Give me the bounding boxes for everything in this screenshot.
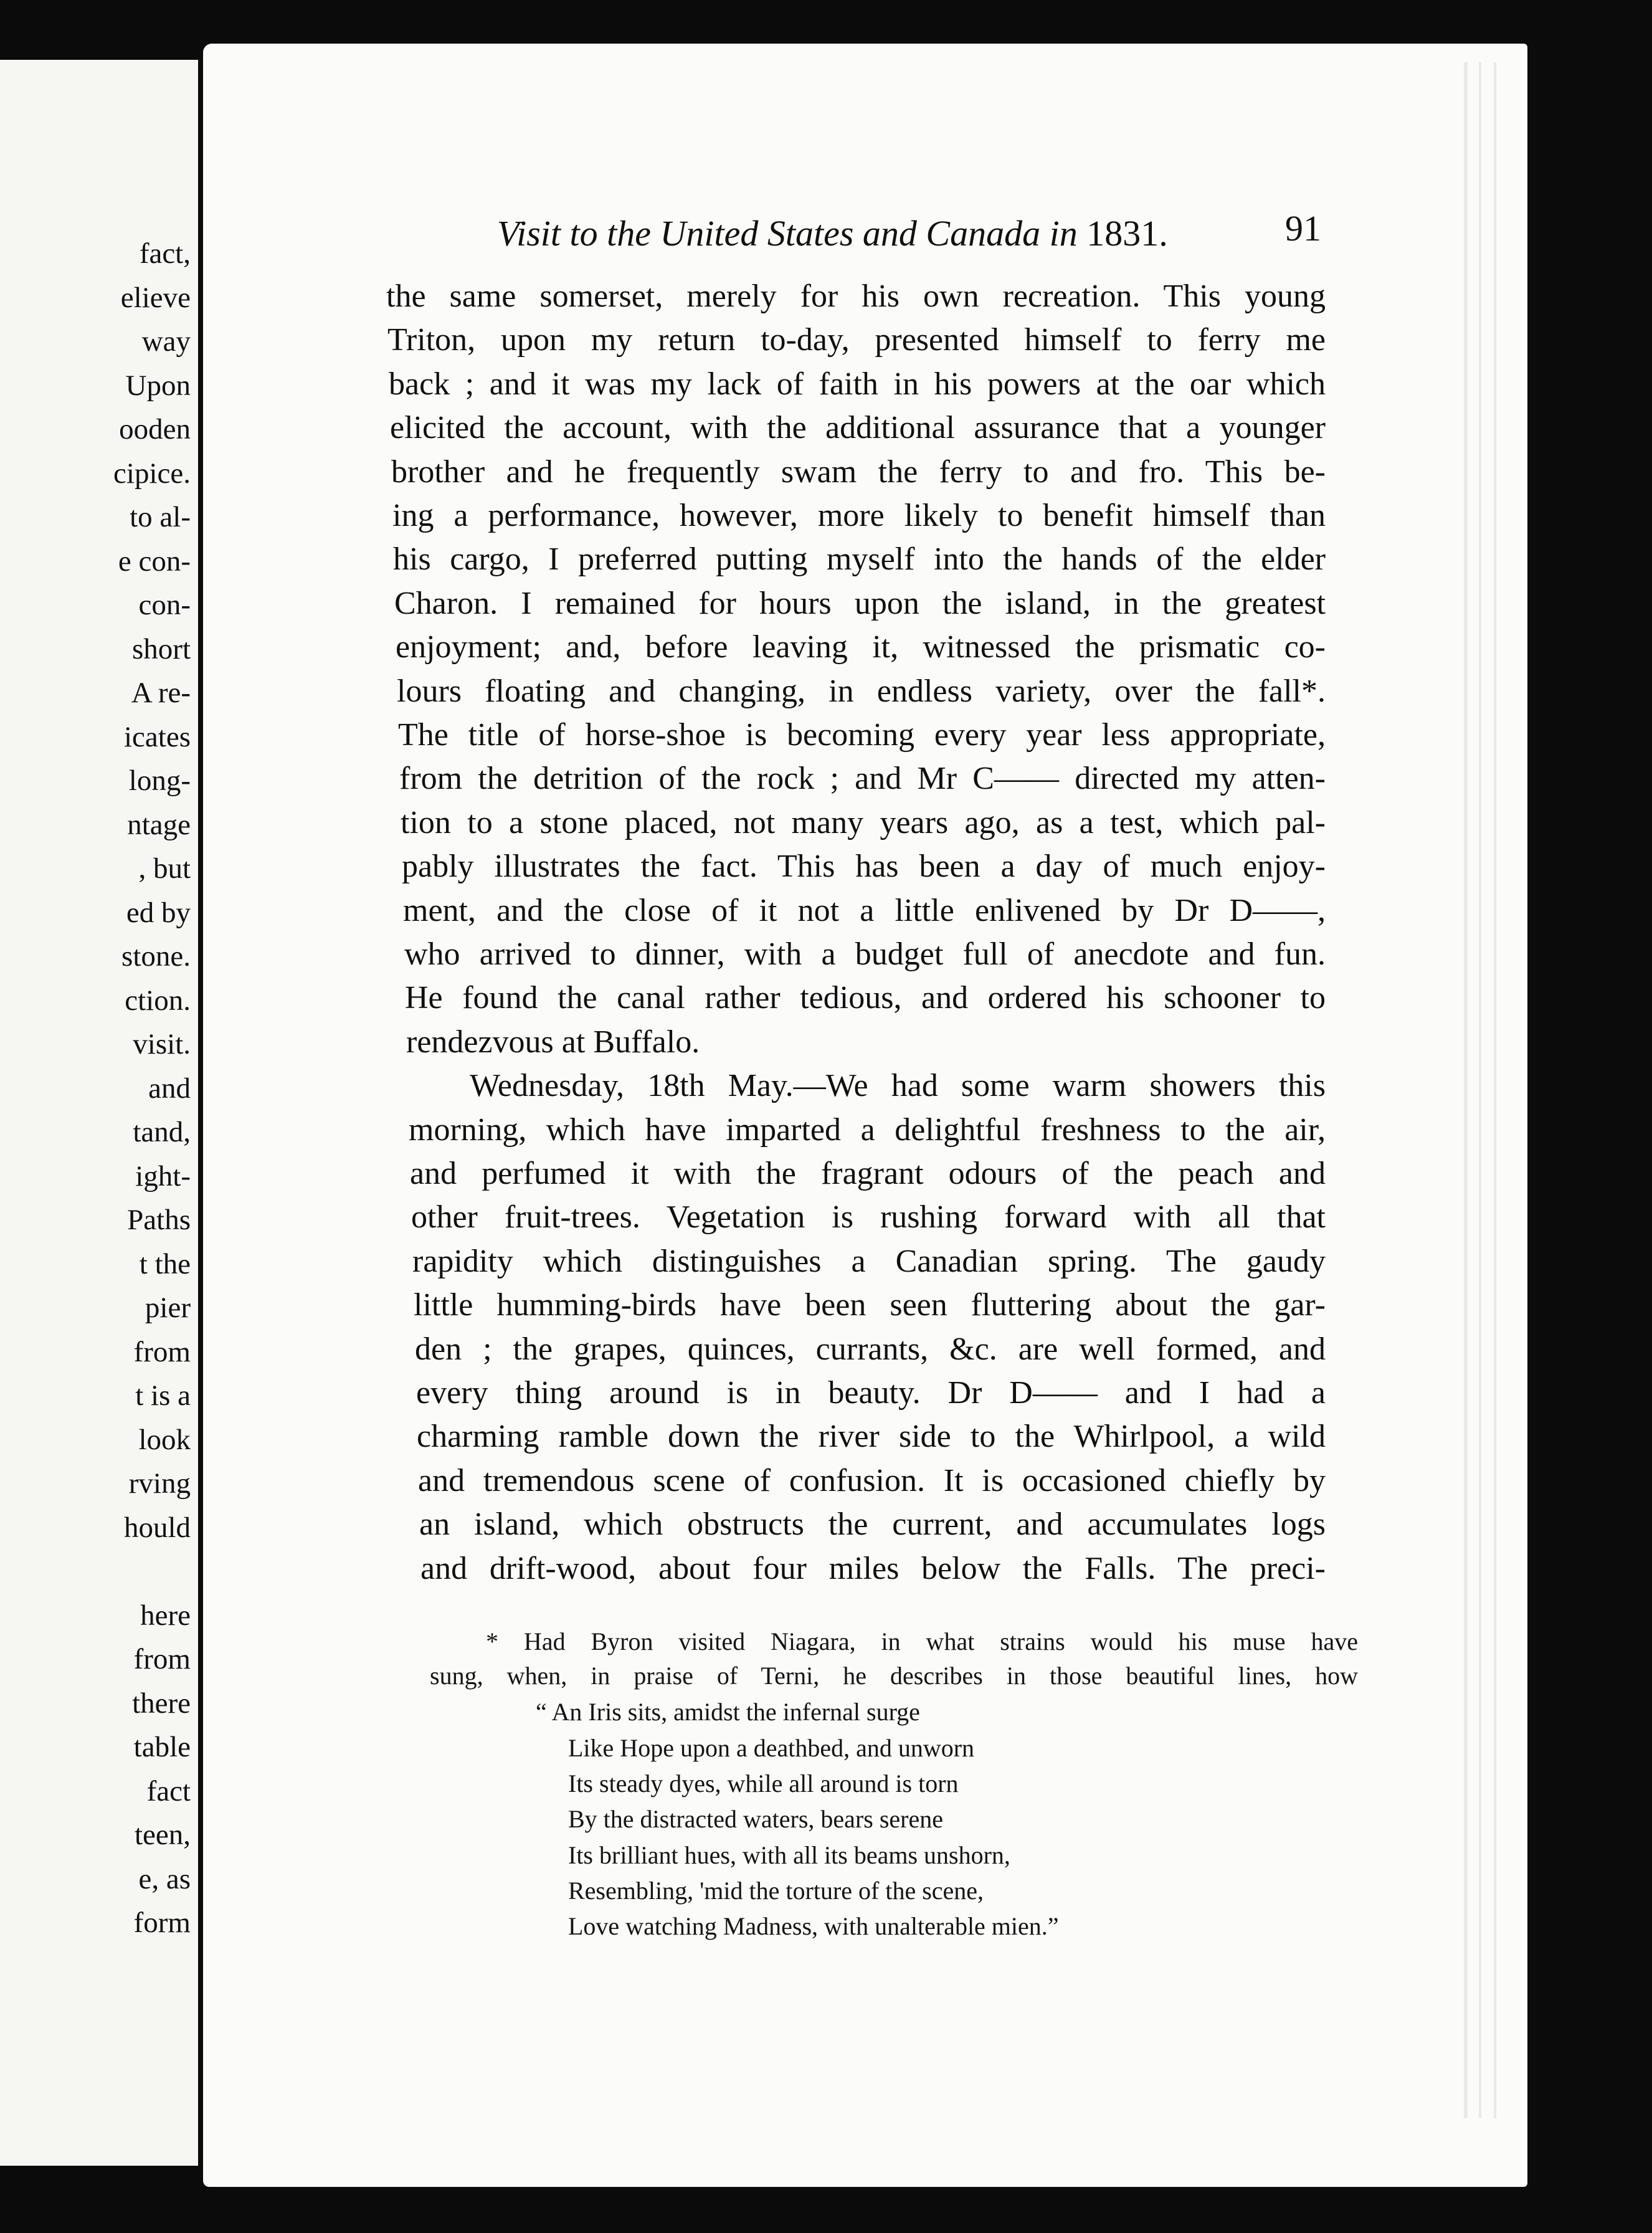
left-page-fragment	[0, 60, 198, 2166]
page-edge	[1494, 62, 1496, 2118]
left-page-line: , but	[138, 852, 191, 885]
left-page-line: elieve	[120, 281, 191, 314]
body-line: brother and he frequently swam the ferry to and fro. This be-	[391, 455, 1326, 490]
left-page-line: table	[133, 1731, 191, 1763]
footnote-line: sung, when, in praise of Terni, he describes in those beautiful lines, how	[430, 1664, 1358, 1690]
footnote-line: Like Hope upon a deathbed, and unworn	[568, 1734, 975, 1762]
body-line: other fruit-trees. Vegetation is rushing forward with all that	[411, 1201, 1326, 1236]
left-page-line: here	[140, 1599, 191, 1632]
left-page-line: visit.	[133, 1028, 191, 1060]
body-line: He found the canal rather tedious, and ordered his schooner to	[405, 982, 1326, 1016]
left-page-line: t the	[139, 1247, 191, 1280]
body-line: every thing around is in beauty. Dr D—— and I had a	[416, 1377, 1326, 1411]
body-line: ment, and the close of it not a little enlivened by Dr D——,	[403, 894, 1326, 928]
running-header	[497, 207, 1321, 264]
footnote-line: By the distracted waters, bears serene	[568, 1805, 943, 1833]
running-title-year: 1831.	[1086, 213, 1168, 254]
body-line: charming ramble down the river side to the Whirlpool, a wild	[417, 1421, 1326, 1455]
left-page-line: e, as	[138, 1862, 191, 1895]
body-line: pably illustrates the fact. This has been a day of much enjoy-	[402, 850, 1326, 885]
body-line: Wednesday, 18th May.—We had some warm showers this	[470, 1070, 1326, 1104]
left-page-line: pier	[145, 1292, 191, 1324]
body-line: his cargo, I preferred putting myself into the hands of the elder	[393, 543, 1326, 578]
page-edge	[1479, 62, 1481, 2118]
left-page-line: look	[138, 1423, 191, 1456]
body-line: elicited the account, with the additional assurance that a younger	[390, 412, 1326, 446]
left-page-line: short	[132, 632, 191, 665]
left-page-line: cipice.	[113, 457, 191, 490]
left-page-line: and	[148, 1072, 191, 1105]
left-page-line: ntage	[127, 808, 191, 841]
left-page-line: A re-	[131, 677, 191, 709]
left-page-line: rving	[128, 1467, 191, 1500]
left-page-line: teen,	[134, 1819, 191, 1851]
body-line: den ; the grapes, quinces, currants, &c. are well formed, and	[415, 1333, 1326, 1367]
body-line: and perfumed it with the fragrant odours of the peach and	[410, 1158, 1326, 1191]
body-line: the same somerset, merely for his own recreation. This young	[386, 280, 1326, 314]
body-line: The title of horse-shoe is becoming every year less appropriate,	[398, 719, 1326, 753]
left-page-line: from	[133, 1335, 191, 1368]
page-number: 91	[1285, 208, 1321, 249]
body-line: lours floating and changing, in endless variety, over the fall*.	[397, 675, 1326, 709]
left-page-line: form	[133, 1907, 191, 1939]
left-page-line: fact	[146, 1774, 191, 1807]
left-page-line: stone.	[121, 940, 191, 973]
footnote-line: Its brilliant hues, with all its beams unshorn,	[568, 1841, 1010, 1869]
left-page-line: hould	[123, 1511, 191, 1544]
body-line: an island, which obstructs the current, and accumulates logs	[419, 1508, 1326, 1543]
body-line: from the detrition of the rock ; and Mr C—— directed my atten-	[399, 763, 1326, 797]
running-title: Visit to the United States and Canada in 1831.	[497, 213, 1168, 254]
left-page-line: t is a	[135, 1379, 191, 1412]
body-line: enjoyment; and, before leaving it, witnessed the prismatic co-	[396, 631, 1326, 665]
left-page-line: way	[141, 325, 191, 358]
left-page-line: from	[133, 1643, 191, 1675]
left-page-line: e con-	[118, 545, 191, 578]
left-page-line: ction.	[125, 984, 191, 1017]
body-line: little humming-birds have been seen fluttering about the gar-	[414, 1289, 1326, 1323]
left-page-line: fact,	[139, 237, 191, 270]
footnote-line: Its steady dyes, while all around is torn	[568, 1769, 959, 1797]
body-line: Triton, upon my return to-day, presented himself to ferry me	[387, 324, 1326, 358]
body-line: who arrived to dinner, with a budget full of anecdote and fun.	[404, 938, 1326, 972]
body-line: Charon. I remained for hours upon the island, in the greatest	[394, 587, 1326, 621]
body-line: morning, which have imparted a delightful freshness to the air,	[409, 1113, 1326, 1148]
left-page-line: ooden	[119, 413, 191, 445]
left-page-line: Upon	[125, 369, 191, 402]
body-line: ing a performance, however, more likely to benefit himself than	[392, 500, 1326, 533]
page-edge	[1464, 62, 1468, 2118]
body-line: and drift-wood, about four miles below the Falls. The preci-	[420, 1552, 1326, 1586]
body-line: tion to a stone placed, not many years ago, as a test, which pal-	[401, 806, 1326, 840]
left-page-line: to al-	[130, 501, 191, 533]
left-page-line: ed by	[126, 896, 191, 929]
body-line: back ; and it was my lack of faith in his powers at the oar which	[389, 368, 1326, 402]
body-line: rapidity which distinguishes a Canadian spring. The gaudy	[412, 1245, 1326, 1279]
footnote-line: Love watching Madness, with unalterable mien.”	[568, 1912, 1059, 1940]
body-line: rendezvous at Buffalo.	[406, 1024, 700, 1060]
left-page-line: ight-	[135, 1159, 191, 1193]
left-page-line: tand,	[133, 1116, 191, 1148]
left-page-line: Paths	[127, 1204, 191, 1236]
body-line: and tremendous scene of confusion. It is occasioned chiefly by	[418, 1464, 1326, 1498]
footnote-line: Resembling, 'mid the torture of the scene,	[568, 1877, 984, 1905]
left-page-line: there	[132, 1687, 191, 1720]
left-page-line: con-	[138, 589, 191, 621]
left-page-line: icates	[124, 720, 191, 753]
left-page-line: long-	[128, 764, 191, 797]
footnote-line: * Had Byron visited Niagara, in what strains would his muse have	[486, 1629, 1358, 1655]
footnote-line: “ An Iris sits, amidst the infernal surge	[536, 1698, 920, 1726]
